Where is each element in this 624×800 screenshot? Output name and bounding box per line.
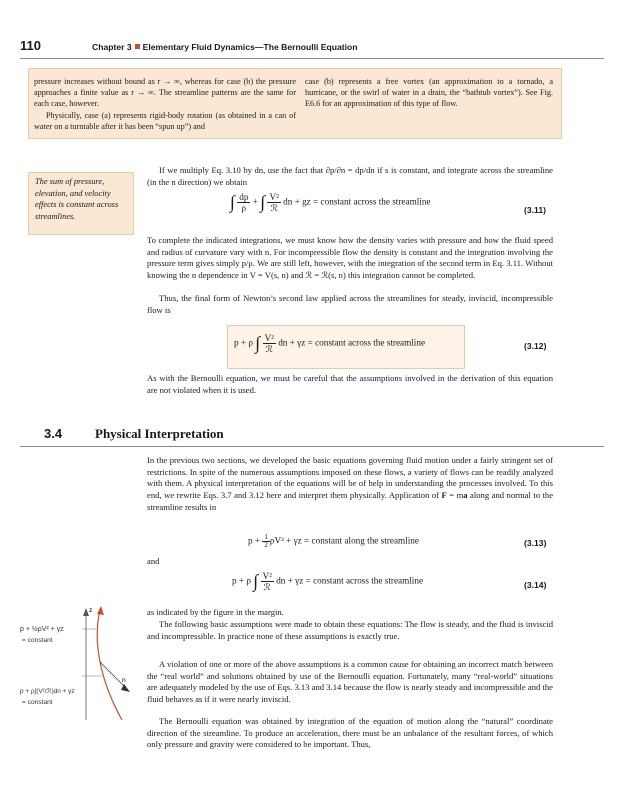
fraction-numerator: 1 bbox=[264, 533, 268, 541]
equation-rest: ρV² + γz = constant along the streamline bbox=[269, 535, 419, 546]
normal-direction-label: n bbox=[122, 677, 126, 684]
paragraph-5-eq: = m bbox=[446, 490, 464, 501]
acceleration-vector: a bbox=[463, 490, 468, 501]
z-axis-label: z bbox=[89, 607, 93, 614]
integral-sign: ∫ bbox=[260, 192, 266, 212]
header-rule bbox=[20, 58, 604, 59]
normal-arrow-icon bbox=[121, 684, 130, 692]
bullet-square-icon bbox=[135, 44, 140, 49]
fraction-dp-rho bbox=[237, 192, 250, 213]
fraction-numerator: V² bbox=[269, 192, 279, 202]
fraction-one-half bbox=[262, 534, 270, 549]
fraction-denominator: ℛ bbox=[270, 203, 278, 213]
streamline-arrow-icon bbox=[97, 606, 104, 615]
normal-direction-line bbox=[100, 662, 126, 688]
force-vector: F bbox=[441, 490, 447, 501]
paragraph-5-text-a: In the previous two sections, we developed the basic equations governing fluid motion under a fairly stringent set of restrictions. In spite of the numerous assumptions imposed on these flows, a variety of flows can be readily analyzed with them. A physical interpretation of the equations will be of help in understanding the processes involved. To this end, we rewrite Eqs. 3.7 and 3.12 here and interpret them physically. Application of bbox=[147, 455, 553, 501]
fraction-v2-r bbox=[263, 333, 276, 354]
equation-number: (3.14) bbox=[524, 580, 547, 590]
equation-lhs: p + ρ bbox=[232, 575, 251, 586]
figure-top-constant: = constant bbox=[22, 637, 53, 644]
fraction-numerator: V² bbox=[262, 571, 272, 581]
paragraph-8: A violation of one or more of the above assumptions is a common cause for obtaining an incorrect match between the “real world” and solutions obtained by use of the Bernoulli equation. Fortunately, many “real-world” situations are adequately modeled by the use of Eqs. 3.13 and 3.14 because the flow is nearly steady and incompressible and the fluid behaves as if it were nearly inviscid. bbox=[147, 659, 553, 705]
paragraph-7: The following basic assumptions were made to obtain these equations: The flow is steady, and the fluid is inviscid and incompressible. In practice none of these assumptions is exactly true. bbox=[147, 619, 553, 641]
equation-3-12 bbox=[234, 333, 425, 354]
fraction-denominator: ℛ bbox=[263, 582, 271, 592]
fraction-denominator: ℛ bbox=[265, 344, 273, 354]
example-left-column bbox=[34, 76, 296, 132]
figure-bottom-expression: p + ρ∫(V²/ℛ)dn + γz bbox=[20, 688, 75, 695]
section-title: Physical Interpretation bbox=[95, 426, 224, 441]
example-right-p1: case (b) represents a free vortex (an approximation to a tornado, a hurricane, or the swirl of water in a drain, the “bathtub vortex”). See Fig. E6.6 for an approximation of this type of flow. bbox=[305, 77, 553, 109]
page-number: 110 bbox=[20, 38, 41, 53]
running-head bbox=[92, 42, 358, 52]
integral-sign: ∫ bbox=[253, 571, 259, 591]
equation-number: (3.13) bbox=[524, 538, 547, 548]
paragraph-1: If we multiply Eq. 3.10 by dn, use the fact that ∂p/∂n = dp/dn if s is constant, and integrate across the streamline (in the n direction) we obtain bbox=[147, 165, 553, 187]
equation-3-13 bbox=[248, 534, 419, 549]
paragraph-9: The Bernoulli equation was obtained by integration of the equation of motion along the “natural” coordinate direction of the streamline. To produce an acceleration, there must be an unbalance of the resultant forces, of which only pressure and gravity were considered to be important. Thus, bbox=[147, 716, 553, 750]
integral-sign: ∫ bbox=[255, 333, 261, 353]
paragraph-5-text-b: along and normal to the streamline results in bbox=[147, 490, 554, 512]
integral-sign: ∫ bbox=[230, 192, 235, 212]
figure-bottom-constant: = constant bbox=[22, 699, 53, 706]
figure-top-expression: p + ½ρV² + γz bbox=[20, 626, 64, 633]
paragraph-3: Thus, the final form of Newton’s second law applied across the streamlines for steady, inviscid, incompressible flow is bbox=[147, 293, 553, 315]
equation-3-11 bbox=[230, 192, 431, 213]
section-number: 3.4 bbox=[44, 426, 63, 441]
example-left-p1: pressure increases without bound as r → ∞, whereas for case (b) the pressure approaches a finite value as r → ∞. The streamline patterns are the same for each case, however. bbox=[34, 77, 296, 109]
fraction-numerator: V² bbox=[264, 333, 274, 343]
plus-sign: + bbox=[252, 196, 258, 207]
equation-rest: dn + γz = constant across the streamline bbox=[278, 337, 426, 348]
fraction-v2-r bbox=[261, 571, 274, 592]
margin-note-text: The sum of pressure, elevation, and velocity effects is constant across streamlines. bbox=[35, 177, 119, 221]
paragraph-4: As with the Bernoulli equation, we must be careful that the assumptions involved in the derivation of this equation are not violated when it is used. bbox=[147, 373, 553, 395]
paragraph-5 bbox=[147, 455, 553, 514]
fraction-numerator: dp bbox=[239, 192, 249, 202]
paragraph-2: To complete the indicated integrations, we must know how the density varies with pressure and how the fluid speed and radius of curvature vary with n. For incompressible flow the density is constant and the integration involving the pressure term gives simply p/ρ. We are still left, however, with the integration of the second term in Eq. 3.11. Without knowing the n dependence in V = V(s, n) and ℛ = ℛ(s, n) this integration cannot be completed. bbox=[147, 235, 553, 281]
equation-lhs: p + bbox=[248, 535, 263, 546]
streamline-curve bbox=[97, 610, 122, 720]
equation-number: (3.12) bbox=[524, 341, 547, 351]
equation-rest: dn + gz = constant across the streamline bbox=[283, 196, 431, 207]
margin-note bbox=[28, 172, 134, 235]
equation-number: (3.11) bbox=[524, 205, 546, 215]
section-rule bbox=[20, 446, 604, 447]
fraction-denominator: 2 bbox=[264, 541, 268, 549]
paragraph-6: as indicated by the figure in the margin. bbox=[147, 607, 284, 617]
chapter-title: Elementary Fluid Dynamics—The Bernoulli Equation bbox=[142, 42, 358, 52]
fraction-v2-r bbox=[267, 192, 280, 213]
equation-3-14 bbox=[232, 571, 423, 592]
example-right-column bbox=[305, 76, 553, 110]
fraction-denominator: ρ bbox=[241, 203, 247, 213]
and-word: and bbox=[147, 556, 160, 566]
chapter-label: Chapter 3 bbox=[92, 42, 132, 52]
example-left-p2: Physically, case (a) represents rigid-body rotation (as obtained in a can of water on a turntable after it has been “spun up”) and bbox=[34, 110, 296, 131]
equation-rest: dn + γz = constant across the streamline bbox=[276, 575, 424, 586]
streamline-figure bbox=[22, 604, 142, 724]
equation-lhs: p + ρ bbox=[234, 337, 253, 348]
